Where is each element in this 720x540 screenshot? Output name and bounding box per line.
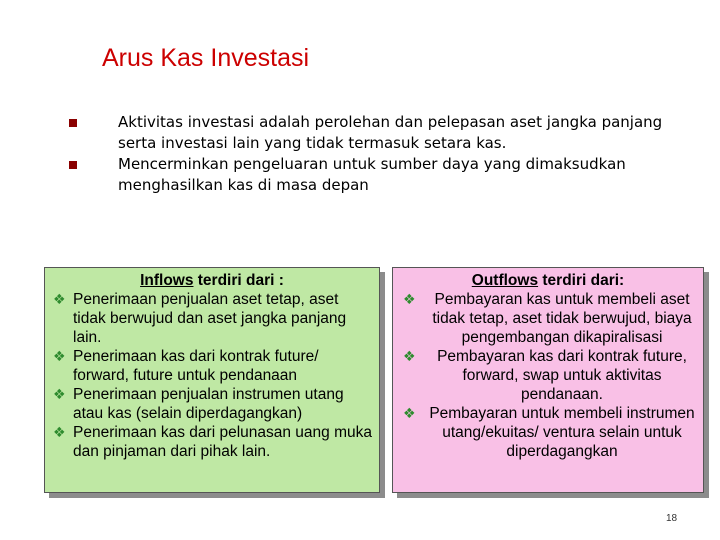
diamond-bullet-icon: ❖ (403, 406, 416, 422)
bullet-item (68, 154, 668, 196)
inflows-heading-word: Inflows (140, 272, 194, 289)
diamond-bullet-icon: ❖ (53, 425, 66, 441)
bullet-text: Aktivitas investasi adalah perolehan dan pelepasan aset jangka panjang serta investasi lain yang tidak termasuk setara kas. (118, 113, 663, 152)
inflows-box (44, 267, 380, 493)
diamond-bullet-icon: ❖ (53, 292, 66, 308)
inflow-item (45, 423, 379, 461)
inflows-heading-rest: terdiri dari : (193, 272, 284, 289)
inflows-heading (45, 271, 379, 290)
square-bullet-icon (69, 119, 77, 127)
outflow-item (393, 404, 703, 461)
outflows-heading-rest: terdiri dari: (538, 272, 625, 289)
page-number: 18 (666, 513, 678, 524)
bullet-text: Mencerminkan pengeluaran untuk sumber daya yang dimaksudkan menghasilkan kas di masa depan (118, 155, 626, 194)
outflow-item-text: Pembayaran kas dari kontrak future, forward, swap untuk aktivitas pendanaan. (437, 348, 687, 403)
square-bullet-icon (69, 161, 77, 169)
inflow-item (45, 347, 379, 385)
diamond-bullet-icon: ❖ (53, 349, 66, 365)
diamond-bullet-icon: ❖ (403, 292, 416, 308)
outflows-heading-word: Outflows (471, 272, 539, 289)
diamond-bullet-icon: ❖ (403, 349, 416, 365)
definition-bullets (68, 112, 668, 196)
inflow-item (45, 385, 379, 423)
inflow-item-text: Penerimaan penjualan aset tetap, aset tidak berwujud dan aset jangka panjang lain. (73, 291, 347, 346)
diamond-bullet-icon: ❖ (53, 387, 66, 403)
inflow-item-text: Penerimaan kas dari kontrak future/ forward, future untuk pendanaan (73, 348, 319, 384)
bullet-item (68, 112, 668, 154)
inflow-item-text: Penerimaan kas dari pelunasan uang muka dan pinjaman dari pihak lain. (73, 424, 372, 460)
outflows-heading (393, 271, 703, 290)
slide-title: Arus Kas Investasi (102, 44, 310, 72)
inflow-item (45, 290, 379, 347)
outflows-box (392, 267, 704, 493)
outflow-item (393, 347, 703, 404)
outflow-item-text: Pembayaran untuk membeli instrumen utang/ekuitas/ ventura selain untuk diperdagangkan (429, 405, 695, 460)
outflow-item-text: Pembayaran kas untuk membeli aset tidak tetap, aset tidak berwujud, biaya pengembangan dikapiralisasi (432, 291, 692, 346)
outflow-item (393, 290, 703, 347)
inflow-item-text: Penerimaan penjualan instrumen utang atau kas (selain diperdagangkan) (73, 386, 344, 422)
